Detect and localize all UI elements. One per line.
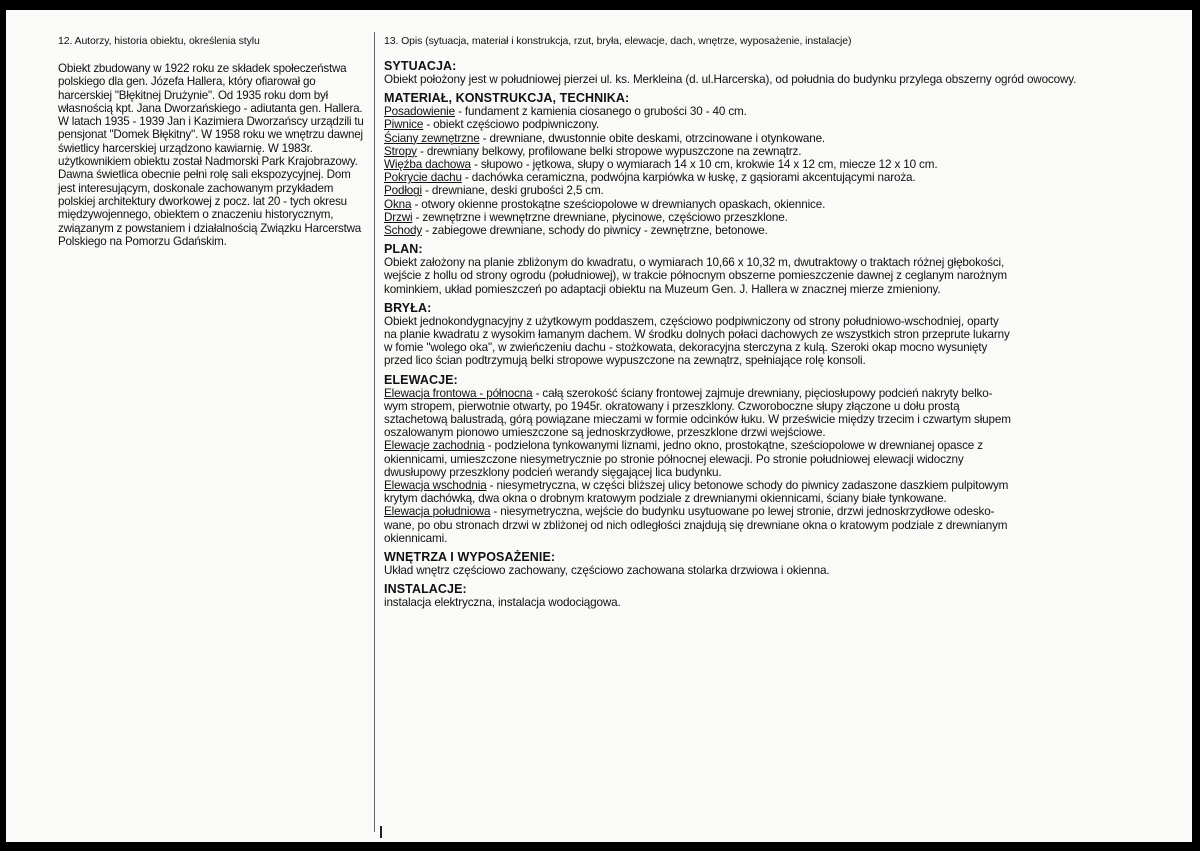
material-item-term: Ściany zewnętrzne	[384, 131, 480, 145]
elewacja-text: oszalowanym pionowo umieszczone są jednoskrzydłowe, przeszklone drzwi wejściowe.	[384, 426, 826, 440]
bryla-line: na planie kwadratu z wysokim łamanym dachem. W środku dolnych połaci dachowych ze wszystkich stron przeprute lukarny	[384, 328, 1010, 342]
elewacja-text: wane, po obu stronach drzwi w zbliżonej od nich odległości znajdują się drewniane okna o kratowym podziale z drewnianym	[384, 518, 1008, 532]
elewacja-text: krytym dachówką, dwa okna o drobnym kratowym podziale z drewnianymi okiennicami, ściany białe tynkowane.	[384, 492, 947, 506]
plan-section	[384, 243, 1172, 296]
material-item-desc: - drewniane, deski grubości 2,5 cm.	[421, 184, 604, 198]
material-item	[384, 145, 1172, 158]
scan-border-top	[0, 0, 1200, 10]
elewacja-term: Elewacja wschodnia	[384, 479, 487, 493]
material-item	[384, 158, 1172, 171]
plan-line: wejście z hollu od strony ogrodu (południowej), w trakcie północnym obszerne pomieszczenie dawnej z ceglanym narożnym	[384, 269, 1007, 283]
material-item	[384, 184, 1172, 197]
elewacja-term: Elewacja południowa	[384, 505, 491, 519]
elewacja-text: wym stropem, pierwotnie otwarty, po 1945r. okratowany i przeszklony. Czworoboczne słupy złączone u dołu prostą	[384, 399, 960, 413]
elewacja-text: okiennicami, umieszczone niesymetrycznie po stronie północnej elewacji. Po stronie południowej elewacji widoczny	[384, 452, 964, 466]
left-column	[58, 34, 368, 248]
elewacja-text: sztachetową balustradą, górą powiązane mieczami w formie odcinków łuku. W prześwicie między trzecim i czwartym słupem	[384, 413, 1011, 427]
elewacja-line	[384, 532, 1172, 545]
material-item-desc: - słupowo - jętkowa, słupy o wymiarach 14 x 10 cm, krokwie 14 x 12 cm, miecze 12 x 10 cm.	[470, 158, 938, 172]
material-item-desc: - otwory okienne prostokątne sześciopolowe w drewnianych opaskach, okiennice.	[411, 197, 826, 211]
elewacja-text: - podzielona tynkowanymi liznami, jedno okno, prostokątne, sześciopolowe w drewnianej opasce z	[484, 439, 983, 453]
wnetrza-section	[384, 551, 1172, 577]
material-item	[384, 118, 1172, 131]
material-section	[384, 92, 1172, 237]
instalacje-heading: INSTALACJE:	[384, 582, 467, 597]
material-item-desc: - obiekt częściowo podpiwniczony.	[423, 118, 600, 132]
elewacja-line	[384, 413, 1172, 426]
material-item-term: Pokrycie dachu	[384, 171, 462, 185]
material-item	[384, 171, 1172, 184]
material-item-term: Schody	[384, 224, 423, 238]
elewacja-line	[384, 466, 1172, 479]
material-item-term: Okna	[384, 197, 412, 211]
scan-border-left	[0, 0, 6, 851]
elewacja-text: - całą szerokość ściany frontowej zajmuje drewniany, pięciosłupowy podcień nakryty belko-	[532, 386, 993, 400]
elewacje-heading: ELEWACJE:	[384, 372, 458, 387]
plan-line: Obiekt założony na planie zbliżonym do kwadratu, o wymiarach 10,66 x 10,32 m, dwutraktowy o traktach różnej głębokości,	[384, 256, 1005, 270]
elewacja-line	[384, 400, 1172, 413]
material-item-desc: - dachówka ceramiczna, podwójna karpiówka w łuskę, z gąsiorami akcentującymi naroża.	[461, 171, 916, 185]
material-item-term: Piwnice	[384, 118, 424, 132]
sytuacja-text: Obiekt położony jest w południowej pierzei ul. ks. Merkleina (d. ul.Harcerska), od południa do budynku przylega obszerny ogród owocowy.	[384, 73, 1077, 86]
elewacja-term: Elewacje zachodnia	[384, 439, 485, 453]
bryla-line: przed lico ścian podtrzymują belki stropowe wypuszczone na zewnątrz, spełniające rolę konsoli.	[384, 354, 866, 368]
elewacja-text: okiennicami.	[384, 531, 448, 545]
elewacja-line	[384, 519, 1172, 532]
instalacje-text: instalacja elektryczna, instalacja wodociągowa.	[384, 596, 621, 610]
bryla-line: Obiekt jednokondygnacyjny z użytkowym poddaszem, częściowo podpiwniczony od strony południowo-wschodniej, oparty	[384, 314, 999, 328]
elewacja-text: - niesymetryczna, wejście do budynku usytuowane po lewej stronie, drzwi jednoskrzydłowe odesko-	[490, 505, 995, 519]
scan-border-right	[1192, 0, 1200, 851]
elewacja-line	[384, 453, 1172, 466]
material-heading: MATERIAŁ, KONSTRUKCJA, TECHNIKA:	[384, 91, 630, 106]
material-item-desc: - drewniane, dwustonnie obite deskami, otrzcinowane i otynkowane.	[479, 131, 826, 145]
section-13-title: 13. Opis (sytuacja, materiał i konstrukcja, rzut, bryła, elewacje, dach, wnętrze, wyposażenie, instalacje)	[384, 35, 852, 47]
material-item-term: Posadowienie	[384, 105, 455, 119]
plan-heading: PLAN:	[384, 242, 423, 257]
material-item-desc: - fundament z kamienia ciosanego o grubości 30 - 40 cm.	[454, 105, 747, 119]
elewacja-line	[384, 505, 1172, 518]
sytuacja-section	[384, 60, 1172, 86]
material-item	[384, 105, 1172, 118]
wnetrza-heading: WNĘTRZA I WYPOSAŻENIE:	[384, 550, 556, 565]
elewacja-line	[384, 426, 1172, 439]
bryla-line: w fomie "wolego oka", w zwieńczeniu dachu - stożkowata, dekoracyjna sterczyna z kulą. Szeroki okap mocno wysunięty	[384, 341, 988, 355]
material-item	[384, 132, 1172, 145]
instalacje-section	[384, 583, 1172, 609]
elewacja-line	[384, 387, 1172, 400]
elewacje-list	[384, 387, 1172, 545]
plan-line: kominkiem, układ pomieszczeń po adaptacji obiektu na Muzeum Gen. J. Hallera w znacznej mierze zmieniony.	[384, 282, 941, 296]
material-item	[384, 224, 1172, 237]
elewacja-line	[384, 479, 1172, 492]
right-column	[384, 34, 1172, 616]
elewacja-line	[384, 439, 1172, 452]
material-list	[384, 105, 1172, 237]
elewacje-section	[384, 374, 1172, 545]
sytuacja-heading: SYTUACJA:	[384, 59, 457, 73]
elewacja-text: dwusłupowy przeszklony podcień werandy sięgającej lica budynku.	[384, 465, 722, 479]
material-item	[384, 211, 1172, 224]
history-text: Obiekt zbudowany w 1922 roku ze składek społeczeństwa polskiego dla gen. Józefa Hallera, który ofiarował go harcerskiej "Błękitnej Drużynie". Od 1935 roku dom był własnością kpt. Jana Dworzańskiego - adiutanta gen. Hallera. W latach 1935 - 1939 Jan i Kazimiera Dworzańscy urządzili tu pensjonat "Domek Błękitny". W 1958 roku we wnętrzu dawnej świetlicy harcerskiej urządzono kawiarnię. W 1983r. użytkownikiem obiektu został Nadmorski Park Krajobrazowy. Dawna świetlica obecnie pełni rolę sali ekspozycyjnej. Dom jest interesującym, doskonale zachowanym przykładem polskiej architektury dworkowej z pocz. lat 20 - tych okresu międzywojennego, obiektem o znaczeniu historycznym, związanym z powstaniem i działalnością Związku Harcerstwa Polskiego na Pomorzu Gdańskim.	[58, 62, 364, 248]
material-item-desc: - zewnętrzne i wewnętrzne drewniane, płycinowe, częściowo przeszklone.	[412, 210, 788, 224]
column-divider	[374, 32, 375, 832]
bottom-tick-mark	[380, 826, 382, 838]
material-item	[384, 198, 1172, 211]
scan-border-bottom	[0, 842, 1200, 851]
elewacja-text: - niesymetryczna, w części bliższej ulicy betonowe schody do piwnicy zadaszone daszkiem pulpitowym	[486, 479, 1009, 493]
bryla-heading: BRYŁA:	[384, 300, 432, 315]
material-item-term: Stropy	[384, 144, 417, 158]
material-item-term: Drzwi	[384, 210, 413, 224]
material-item-desc: - drewniany belkowy, profilowane belki stropowe wypuszczone na zewnątrz.	[416, 144, 802, 158]
wnetrza-text: Układ wnętrz częściowo zachowany, częściowo zachowana stolarka drzwiowa i okienna.	[384, 564, 830, 578]
material-item-term: Więźba dachowa	[384, 158, 471, 172]
material-item-term: Podłogi	[384, 184, 422, 198]
section-12-title: 12. Autorzy, historia obiektu, określenia stylu	[58, 35, 260, 47]
material-item-desc: - zabiegowe drewniane, schody do piwnicy - zewnętrzne, betonowe.	[422, 224, 768, 238]
elewacja-line	[384, 492, 1172, 505]
bryla-section	[384, 302, 1172, 368]
elewacja-term: Elewacja frontowa - północna	[384, 386, 533, 400]
